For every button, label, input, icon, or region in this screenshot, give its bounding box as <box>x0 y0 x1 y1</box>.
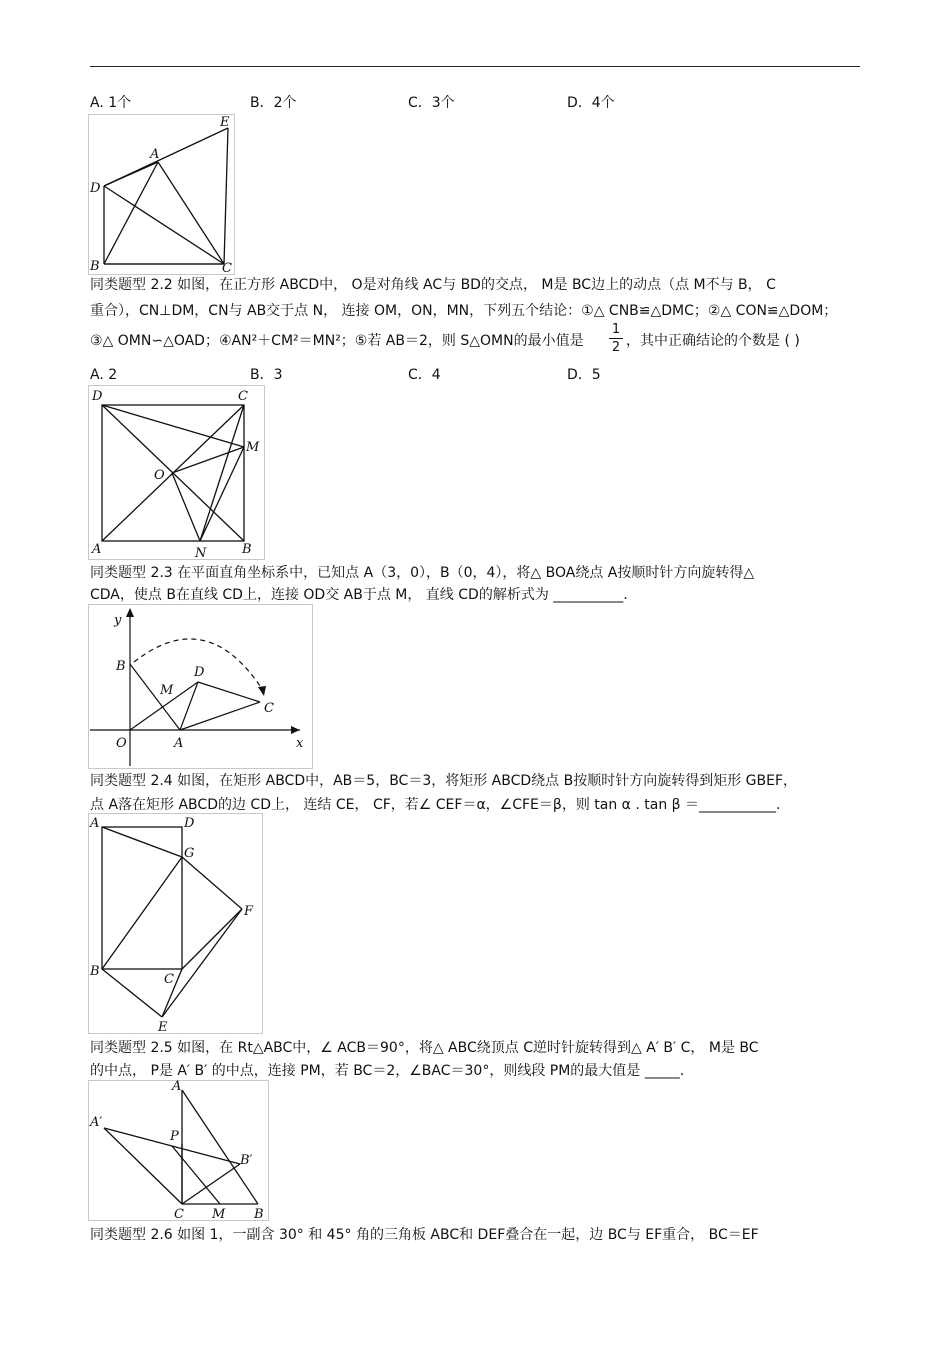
q22-line1: 同类题型 2.2 如图，在正方形 ABCD中， O是对角线 AC与 BD的交点， M是 BC边上的动点（点 M不与 B， C <box>90 277 776 293</box>
label-m: M <box>246 440 260 455</box>
label-f: F <box>244 904 254 919</box>
fraction-one-half <box>609 322 623 355</box>
label-c: C <box>264 701 274 716</box>
label-m: M <box>212 1207 226 1222</box>
label-c: C <box>174 1207 184 1222</box>
figure-rotation-coordinate <box>88 604 314 770</box>
label-x: x <box>296 736 304 751</box>
label-d: D <box>184 816 195 831</box>
label-a: A <box>92 542 102 557</box>
label-d: D <box>90 181 101 196</box>
q24-line1: 同类题型 2.4 如图，在矩形 ABCD中，AB＝5，BC＝3，将矩形 ABCD绕点 B按顺时针方向旋转得到矩形 GBEF， <box>90 773 798 789</box>
label-b: B <box>254 1207 264 1222</box>
label-p: P <box>170 1129 179 1144</box>
label-a: A <box>172 1080 182 1094</box>
label-a: A <box>174 736 184 751</box>
figure-triangle-rotation <box>88 1080 270 1222</box>
fraction-numerator: 1 <box>611 322 621 337</box>
label-b-prime: B′ <box>240 1153 253 1168</box>
option-c: C．3个 <box>408 95 455 111</box>
label-c: C <box>164 972 174 987</box>
label-e: E <box>220 115 230 130</box>
label-a: A <box>90 816 100 831</box>
label-c: C <box>238 389 248 404</box>
q22-option-d: D．5 <box>567 367 601 383</box>
label-b: B <box>116 659 126 674</box>
label-b: B <box>242 542 252 557</box>
label-b: B <box>90 964 100 979</box>
figure-square-abcd <box>88 385 266 561</box>
q22-option-c: C．4 <box>408 367 441 383</box>
top-rule <box>90 66 860 67</box>
option-d: D．4个 <box>567 95 615 111</box>
label-c: C <box>222 261 232 276</box>
q22-option-a: A. 2 <box>90 367 118 383</box>
label-d: D <box>92 389 103 404</box>
q22-line3-b: ，其中正确结论的个数是 ( ) <box>626 333 800 349</box>
q23-line1: 同类题型 2.3 在平面直角坐标系中，已知点 A（3，0），B（0，4），将△ BOA绕点 A按顺时针方向旋转得△ <box>90 565 755 581</box>
q22-line3-a: ③△ OMN∽△OAD；④AN²＋CM²＝MN²；⑤若 AB＝2，则 S△OMN的最小值是 <box>90 333 584 349</box>
q25-line1: 同类题型 2.5 如图，在 Rt△ABC中，∠ ACB＝90°，将△ ABC绕顶点 C逆时针旋转得到△ A′ B′ C， M是 BC <box>90 1040 759 1056</box>
label-o: O <box>116 736 127 751</box>
label-m: M <box>160 683 174 698</box>
figure-rectangle-rotation <box>88 813 264 1035</box>
figure-quadrilateral <box>88 114 236 276</box>
option-b: B．2个 <box>250 95 297 111</box>
q24-line2: 点 A落在矩形 ABCD的边 CD上， 连结 CE， CF，若∠ CEF＝α，∠CFE＝β，则 tan α . tan β ＝___________. <box>90 797 781 813</box>
label-o: O <box>154 468 165 483</box>
label-g: G <box>184 846 195 861</box>
label-n: N <box>195 546 207 561</box>
option-a: A. 1个 <box>90 95 132 111</box>
label-b: B <box>90 259 100 274</box>
q22-line2: 重合），CN⊥DM，CN与 AB交于点 N， 连接 OM，ON，MN，下列五个结论：①△ CNB≌△DMC；②△ CON≌△DOM； <box>90 303 838 319</box>
fraction-denominator: 2 <box>611 340 621 355</box>
label-a-prime: A′ <box>90 1115 103 1130</box>
label-d: D <box>194 665 205 680</box>
q23-line2: CDA，使点 B在直线 CD上，连接 OD交 AB于点 M， 直线 CD的解析式为 __________. <box>90 587 628 603</box>
label-e: E <box>158 1020 168 1035</box>
label-y: y <box>114 613 122 628</box>
label-a: A <box>150 147 160 162</box>
q25-line2: 的中点， P是 A′ B′ 的中点，连接 PM，若 BC＝2，∠BAC＝30°，则线段 PM的最大值是 _____. <box>90 1063 685 1079</box>
q22-option-b: B．3 <box>250 367 283 383</box>
q26-line1: 同类题型 2.6 如图 1，一副含 30° 和 45° 角的三角板 ABC和 DEF叠合在一起，边 BC与 EF重合， BC＝EF <box>90 1227 759 1243</box>
